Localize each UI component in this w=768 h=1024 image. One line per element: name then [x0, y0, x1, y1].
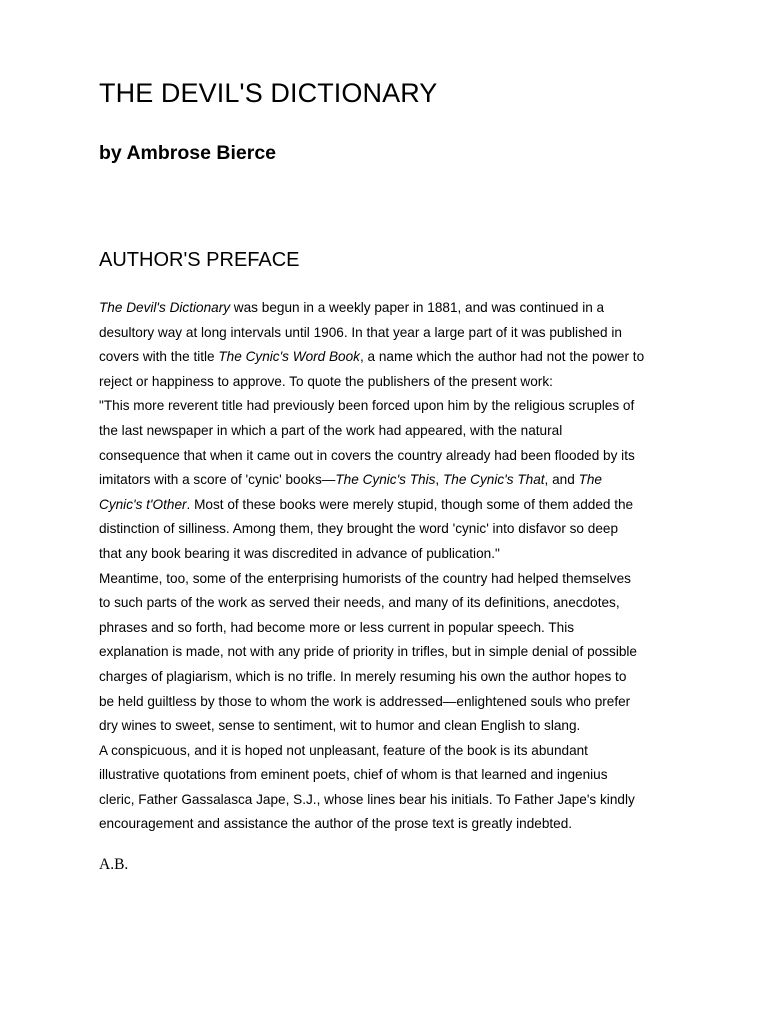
- text-segment: dry wines to sweet, sense to sentiment, wit to humor and clean English to slang.: [99, 718, 581, 734]
- text-segment: charges of plagiarism, which is no trifle. In merely resuming his own the author hopes to: [99, 668, 627, 684]
- text-line: [99, 788, 665, 813]
- text-line: [99, 640, 665, 665]
- text-segment: illustrative quotations from eminent poets, chief of whom is that learned and ingenius: [99, 767, 608, 783]
- text-segment: be held guiltless by those to whom the work is addressed—enlightened souls who prefer: [99, 693, 631, 709]
- text-line: [99, 542, 665, 567]
- signature-initials: A.B.: [99, 856, 129, 873]
- text-segment: that any book bearing it was discredited in advance of publication.": [99, 545, 500, 561]
- text-segment: consequence that when it came out in covers the country already had been flooded by its: [99, 447, 635, 463]
- text-segment: . Most of these books were merely stupid, though some of them added the: [186, 496, 634, 512]
- italic-title-text: The: [578, 472, 602, 488]
- text-segment: desultory way at long intervals until 1906. In that year a large part of it was published in: [99, 324, 622, 340]
- text-line: [99, 493, 665, 518]
- text-line: [99, 690, 665, 715]
- text-line: [99, 296, 665, 321]
- text-segment: , and: [544, 472, 579, 488]
- text-segment: the last newspaper in which a part of the work had appeared, with the natural: [99, 422, 563, 438]
- text-segment: A conspicuous, and it is hoped not unpleasant, feature of the book is its abundant: [99, 742, 588, 758]
- text-segment: Meantime, too, some of the enterprising humorists of the country had helped themselves: [99, 570, 631, 586]
- author-byline: by Ambrose Bierce: [99, 142, 277, 164]
- text-segment: covers with the title: [99, 349, 219, 365]
- text-segment: "This more reverent title had previously been forced upon him by the religious scruples of: [99, 398, 635, 414]
- text-line: [99, 444, 665, 469]
- text-line: [99, 517, 665, 542]
- text-line: [99, 321, 665, 346]
- text-line: [99, 616, 665, 641]
- text-line: [99, 419, 665, 444]
- text-line: [99, 394, 665, 419]
- text-line: [99, 739, 665, 764]
- text-line: [99, 763, 665, 788]
- text-line: [99, 567, 665, 592]
- text-segment: ,: [435, 472, 443, 488]
- text-segment: encouragement and assistance the author of the prose text is greatly indebted.: [99, 816, 573, 832]
- text-segment: was begun in a weekly paper in 1881, and was continued in a: [230, 300, 605, 315]
- text-segment: to such parts of the work as served their needs, and many of its definitions, anecdotes,: [99, 595, 620, 611]
- italic-title-text: The Devil's Dictionary: [99, 300, 231, 315]
- document-title: THE DEVIL'S DICTIONARY: [99, 78, 438, 108]
- text-line: [99, 345, 665, 370]
- text-segment: imitators with a score of 'cynic' books—: [99, 472, 336, 488]
- text-segment: cleric, Father Gassalasca Jape, S.J., whose lines bear his initials. To Father Jape's kindly: [99, 791, 635, 807]
- text-segment: reject or happiness to approve. To quote the publishers of the present work:: [99, 373, 553, 389]
- text-line: [99, 665, 665, 690]
- text-line: [99, 370, 665, 395]
- text-segment: , a name which the author had not the power to: [359, 349, 645, 365]
- italic-title-text: The Cynic's That: [442, 472, 545, 488]
- italic-title-text: The Cynic's Word Book: [218, 349, 360, 365]
- italic-title-text: The Cynic's This: [335, 472, 436, 488]
- text-line: [99, 714, 665, 739]
- preface-body: [99, 296, 665, 837]
- text-line: [99, 812, 665, 837]
- text-segment: distinction of silliness. Among them, they brought the word 'cynic' into disfavor so deep: [99, 521, 619, 537]
- text-line: [99, 591, 665, 616]
- italic-title-text: Cynic's t'Other: [99, 496, 187, 512]
- text-segment: phrases and so forth, had become more or less current in popular speech. This: [99, 619, 575, 635]
- text-line: [99, 468, 665, 493]
- text-segment: explanation is made, not with any pride of priority in trifles, but in simple denial of possible: [99, 644, 637, 660]
- section-heading: AUTHOR'S PREFACE: [99, 249, 300, 271]
